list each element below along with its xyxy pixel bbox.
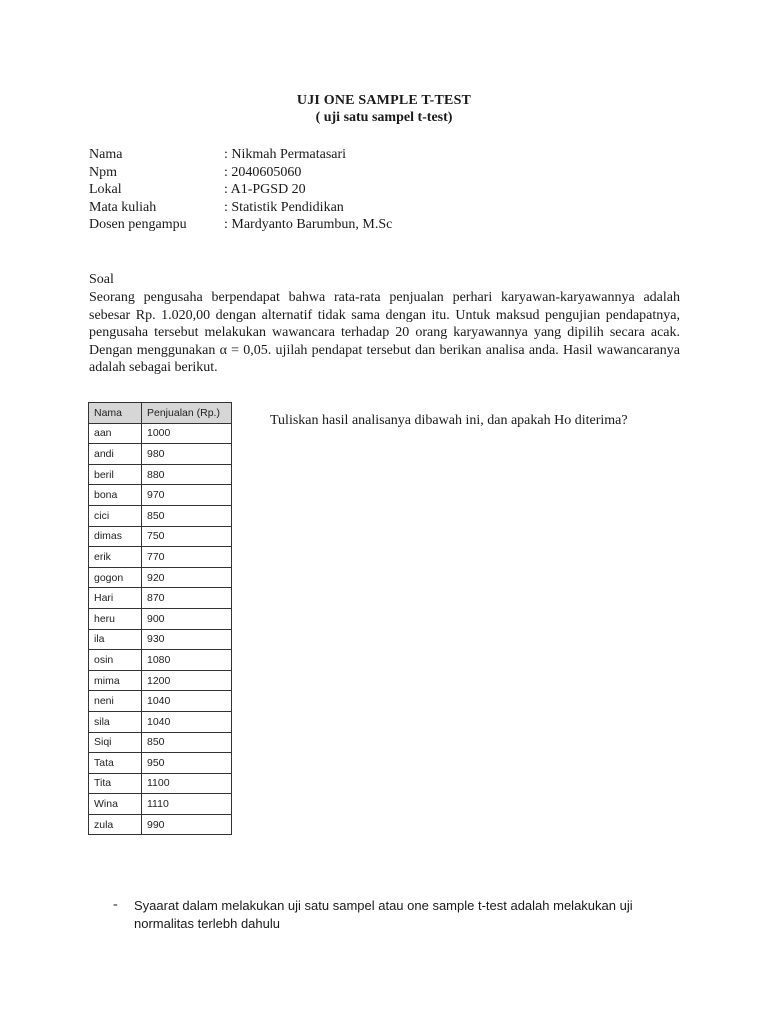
info-value: : Mardyanto Barumbun, M.Sc <box>224 217 393 232</box>
cell-nama: Tita <box>89 773 142 794</box>
cell-penjualan: 1100 <box>142 773 232 794</box>
document-subtitle: ( uji satu sampel t-test) <box>315 110 453 125</box>
cell-penjualan: 1110 <box>142 794 232 815</box>
info-row-nama <box>89 146 392 164</box>
table-row <box>89 753 232 774</box>
cell-nama: heru <box>89 608 142 629</box>
cell-penjualan: 850 <box>142 732 232 753</box>
cell-nama: aan <box>89 423 142 444</box>
table-row <box>89 505 232 526</box>
info-row-dosen <box>89 216 392 234</box>
info-label: Npm <box>89 164 117 180</box>
soal-paragraph: Seorang pengusaha berpendapat bahwa rata-rata penjualan perhari karyawan-karyawannya adalah sebesar Rp. 1.020,00 dengan alternatif tidak sama dengan itu. Untuk maksud pengujian pendapatnya, pengusaha tersebut melakukan wawancara terhadap 20 orang karyawannya yang dipilih secara acak. Dengan menggunakan α = 0,05. ujilah pendapat tersebut dan berikan analisa anda. Hasil wawancaranya adalah sebagai berikut. <box>89 290 680 376</box>
info-label: Lokal <box>89 182 122 197</box>
cell-penjualan: 770 <box>142 547 232 568</box>
cell-nama: mima <box>89 670 142 691</box>
cell-penjualan: 750 <box>142 526 232 547</box>
table-row <box>89 773 232 794</box>
cell-nama: ila <box>89 629 142 650</box>
table-row <box>89 526 232 547</box>
cell-nama: erik <box>89 547 142 568</box>
table-row <box>89 567 232 588</box>
table-row <box>89 629 232 650</box>
table-row <box>89 814 232 835</box>
info-value: : A1-PGSD 20 <box>224 182 306 197</box>
cell-nama: zula <box>89 814 142 835</box>
table-row <box>89 732 232 753</box>
cell-penjualan: 1080 <box>142 650 232 671</box>
table-row <box>89 691 232 712</box>
cell-penjualan: 900 <box>142 608 232 629</box>
info-row-lokal <box>89 181 392 199</box>
cell-nama: neni <box>89 691 142 712</box>
cell-penjualan: 1000 <box>142 423 232 444</box>
cell-penjualan: 870 <box>142 588 232 609</box>
soal-heading: Soal <box>89 272 114 287</box>
cell-penjualan: 950 <box>142 753 232 774</box>
cell-nama: beril <box>89 464 142 485</box>
cell-penjualan: 850 <box>142 505 232 526</box>
cell-nama: Siqi <box>89 732 142 753</box>
analysis-question: Tuliskan hasil analisanya dibawah ini, dan apakah Ho diterima? <box>270 413 628 428</box>
sales-table <box>88 402 232 835</box>
cell-penjualan: 1200 <box>142 670 232 691</box>
info-label: Nama <box>89 147 123 162</box>
table-row <box>89 670 232 691</box>
column-header-penjualan: Penjualan (Rp.) <box>142 403 232 424</box>
cell-nama: bona <box>89 485 142 506</box>
cell-nama: dimas <box>89 526 142 547</box>
table-row <box>89 608 232 629</box>
info-label: Dosen pengampu <box>89 217 187 232</box>
cell-nama: cici <box>89 505 142 526</box>
table-row <box>89 588 232 609</box>
table-row <box>89 547 232 568</box>
cell-penjualan: 920 <box>142 567 232 588</box>
cell-nama: Wina <box>89 794 142 815</box>
cell-penjualan: 880 <box>142 464 232 485</box>
table-row <box>89 423 232 444</box>
cell-penjualan: 980 <box>142 444 232 465</box>
student-info <box>89 146 392 234</box>
info-row-npm <box>89 164 392 182</box>
info-value: : 2040605060 <box>224 164 302 180</box>
cell-penjualan: 990 <box>142 814 232 835</box>
table-row <box>89 794 232 815</box>
cell-nama: Tata <box>89 753 142 774</box>
normality-note: Syaarat dalam melakukan uji satu sampel atau one sample t-test adalah melakukan uji normalitas terlebh dahulu <box>134 898 633 931</box>
info-label: Mata kuliah <box>89 199 157 215</box>
table-row <box>89 444 232 465</box>
cell-penjualan: 930 <box>142 629 232 650</box>
info-value: : Statistik Pendidikan <box>224 199 344 215</box>
cell-penjualan: 1040 <box>142 711 232 732</box>
list-bullet: - <box>113 897 118 912</box>
info-value: : Nikmah Permatasari <box>224 147 347 162</box>
cell-nama: Hari <box>89 588 142 609</box>
column-header-nama: Nama <box>89 403 142 424</box>
table-row <box>89 464 232 485</box>
table-row <box>89 711 232 732</box>
document-title: UJI ONE SAMPLE T-TEST <box>296 93 472 108</box>
cell-nama: gogon <box>89 567 142 588</box>
table-row <box>89 650 232 671</box>
cell-penjualan: 970 <box>142 485 232 506</box>
info-row-mata-kuliah <box>89 199 392 217</box>
table-header-row <box>89 403 232 424</box>
cell-penjualan: 1040 <box>142 691 232 712</box>
cell-nama: osin <box>89 650 142 671</box>
cell-nama: sila <box>89 711 142 732</box>
cell-nama: andi <box>89 444 142 465</box>
table-row <box>89 485 232 506</box>
